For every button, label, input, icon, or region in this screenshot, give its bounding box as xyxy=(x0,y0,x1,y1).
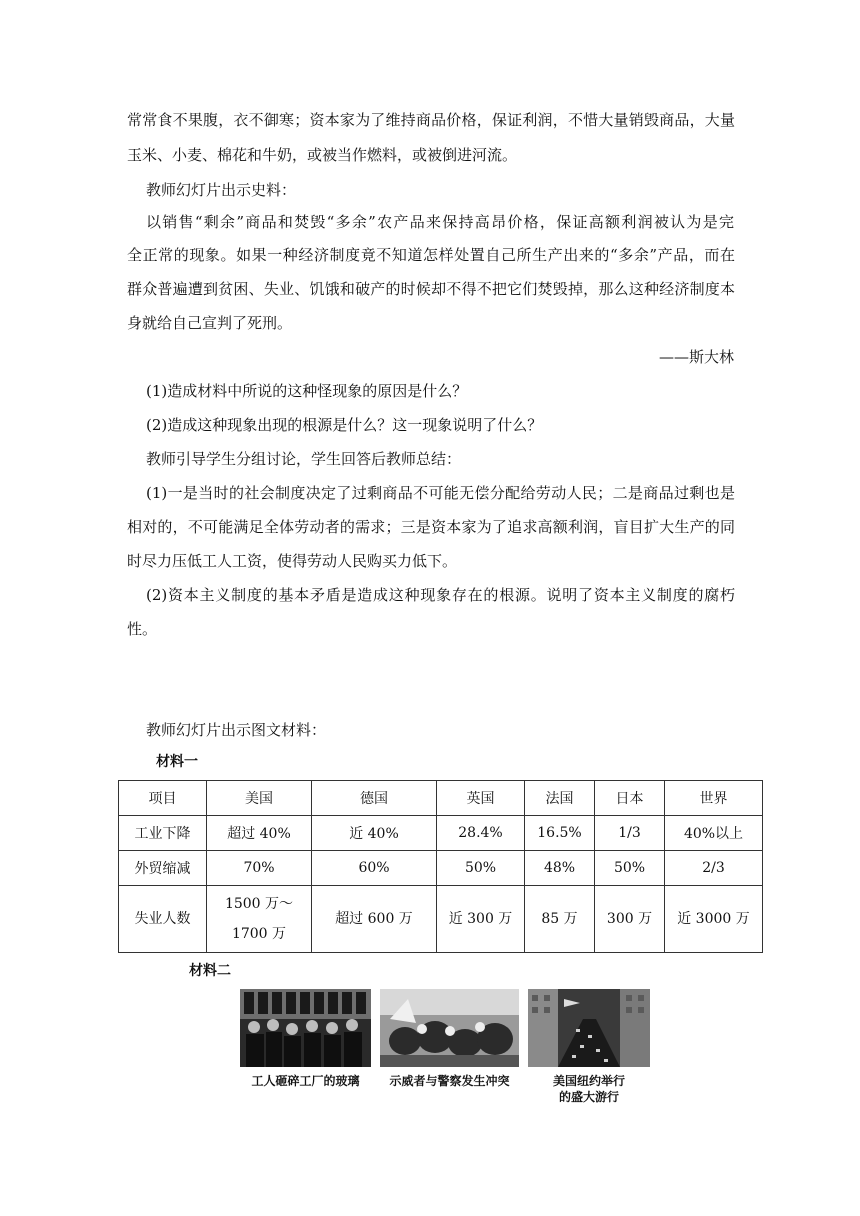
table-cell: 外贸缩减 xyxy=(119,851,207,886)
slide-intro-text: 教师幻灯片出示史料： xyxy=(146,181,297,199)
table-cell: 超过 40% xyxy=(207,816,312,851)
table-cell: 60% xyxy=(312,851,437,886)
table-header-cell: 项目 xyxy=(119,781,207,816)
paragraph-line: 玉米、小麦、棉花和牛奶，或被当作燃料，或被倒进河流。 xyxy=(127,146,518,164)
photo-caption: 美国纽约举行 xyxy=(552,1074,625,1088)
photo-caption: 的盛大游行 xyxy=(558,1090,619,1104)
answer-1-line: 相对的，不可能满足全体劳动者的需求；三是资本家为了追求高额利润，盲目扩大生产的同 xyxy=(127,518,735,536)
table-cell-line: 1700 万 xyxy=(231,926,287,942)
table-header-cell: 法国 xyxy=(525,781,595,816)
material-1-table xyxy=(118,780,763,953)
table-row xyxy=(119,886,763,953)
table-header-cell: 世界 xyxy=(665,781,763,816)
slide-intro-text: 教师幻灯片出示图文材料： xyxy=(146,721,327,739)
table-header-cell: 德国 xyxy=(312,781,437,816)
quote-line: 全正常的现象。如果一种经济制度竟不知道怎样处置自己所生产出来的“多余”产品，而在 xyxy=(127,246,735,264)
table-cell: 超过 600 万 xyxy=(312,886,437,953)
material-2-label: 材料二 xyxy=(189,963,231,979)
table-cell: 近 40% xyxy=(312,816,437,851)
quote-line: 群众普遍遭到贫困、失业、饥饿和破产的时候却不得不把它们焚毁掉，那么这种经济制度本 xyxy=(127,280,735,298)
photo-workers-smashing-glass xyxy=(240,989,371,1067)
photo-caption: 示威者与警察发生冲突 xyxy=(389,1074,510,1088)
table-cell-line: 1500 万～ xyxy=(224,896,294,912)
table-cell: 近 300 万 xyxy=(437,886,525,953)
material-1-label: 材料一 xyxy=(156,754,198,770)
answer-2-line: 性。 xyxy=(127,620,158,638)
photo-demonstrators-police-clash xyxy=(380,989,519,1067)
answer-1-line: 时尽力压低工人工资，使得劳动人民购买力低下。 xyxy=(127,552,458,570)
table-cell: 300 万 xyxy=(595,886,665,953)
table-cell xyxy=(207,886,312,953)
answer-2-line: (2)资本主义制度的基本矛盾是造成这种现象存在的根源。说明了资本主义制度的腐朽 xyxy=(146,586,735,604)
question-1: (1)造成材料中所说的这种怪现象的原因是什么？ xyxy=(146,382,468,400)
table-cell: 85 万 xyxy=(525,886,595,953)
table-header-cell: 日本 xyxy=(595,781,665,816)
table-header-cell: 美国 xyxy=(207,781,312,816)
question-2: (2)造成这种现象出现的根源是什么？这一现象说明了什么？ xyxy=(146,416,543,434)
table-header-cell: 英国 xyxy=(437,781,525,816)
quote-line: 身就给自己宣判了死刑。 xyxy=(127,314,293,332)
discussion-intro: 教师引导学生分组讨论，学生回答后教师总结： xyxy=(146,450,462,468)
table-cell: 40%以上 xyxy=(665,816,763,851)
table-cell: 48% xyxy=(525,851,595,886)
table-cell: 失业人数 xyxy=(119,886,207,953)
photo-caption: 工人砸碎工厂的玻璃 xyxy=(251,1074,360,1088)
table-cell: 50% xyxy=(595,851,665,886)
table-cell: 1/3 xyxy=(595,816,665,851)
photo-new-york-parade xyxy=(528,989,650,1067)
table-cell: 2/3 xyxy=(665,851,763,886)
table-cell: 28.4% xyxy=(437,816,525,851)
table-cell: 近 3000 万 xyxy=(665,886,763,953)
paragraph-line: 常常食不果腹，衣不御寒；资本家为了维持商品价格，保证利润，不惜大量销毁商品，大量 xyxy=(127,111,735,129)
table-row xyxy=(119,851,763,886)
quote-source: ——斯大林 xyxy=(658,348,734,366)
table-cell: 70% xyxy=(207,851,312,886)
table-row xyxy=(119,816,763,851)
quote-line: 以销售“剩余”商品和焚毁“多余”农产品来保持高昂价格，保证高额利润被认为是完 xyxy=(146,213,734,231)
table-cell: 50% xyxy=(437,851,525,886)
table-cell: 16.5% xyxy=(525,816,595,851)
answer-1-line: (1)一是当时的社会制度决定了过剩商品不可能无偿分配给劳动人民；二是商品过剩也是 xyxy=(146,484,735,502)
table-header-row xyxy=(119,781,763,816)
table-cell: 工业下降 xyxy=(119,816,207,851)
